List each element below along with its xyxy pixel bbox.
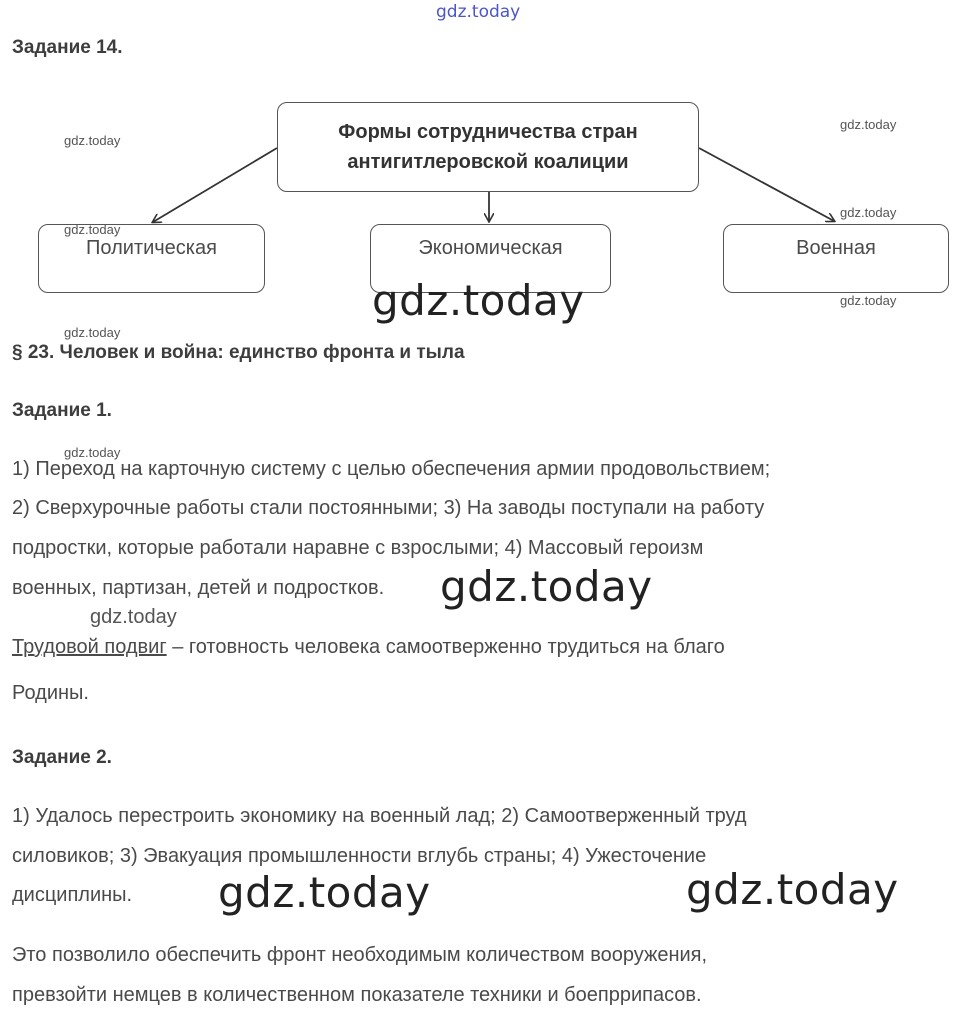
task1-line: 1) Переход на карточную систему с целью обеспечения армии продовольствием; bbox=[12, 458, 771, 480]
watermark-large: gdz.today bbox=[372, 276, 585, 325]
task1-definition-line2: Родины. bbox=[12, 682, 89, 704]
watermark-small: gdz.today bbox=[64, 445, 121, 460]
arrow-to-military bbox=[699, 148, 834, 221]
diagram-root-box bbox=[277, 102, 699, 192]
section-title: § 23. Человек и война: единство фронта и тыла bbox=[12, 342, 465, 363]
task1-definition bbox=[12, 636, 725, 659]
diagram-label-political: Политическая bbox=[86, 237, 217, 259]
watermark-large: gdz.today bbox=[440, 562, 653, 611]
arrow-to-political bbox=[153, 148, 277, 222]
diagram-box-military bbox=[723, 224, 949, 293]
task1-heading: Задание 1. bbox=[12, 400, 112, 421]
diagram-root-line2: антигитлеровской коалиции bbox=[347, 151, 629, 173]
term-labor-feat: Трудовой подвиг bbox=[12, 636, 167, 658]
watermark-small: gdz.today bbox=[90, 606, 177, 628]
task2-line: силовиков; 3) Эвакуация промышленности вглубь страны; 4) Ужесточение bbox=[12, 845, 707, 867]
watermark-small: gdz.today bbox=[840, 293, 897, 308]
watermark-small: gdz.today bbox=[64, 325, 121, 340]
task2-conclusion: превзойти немцев в количественном показателе техники и боепррипасов. bbox=[12, 984, 702, 1006]
watermark-large: gdz.today bbox=[218, 868, 431, 917]
watermark-large: gdz.today bbox=[686, 865, 899, 914]
task1-line: военных, партизан, детей и подростков. bbox=[12, 577, 385, 599]
watermark-top: gdz.today bbox=[436, 2, 521, 22]
task2-line: дисциплины. bbox=[12, 884, 133, 906]
diagram-label-military: Военная bbox=[796, 237, 876, 259]
diagram-label-economic: Экономическая bbox=[418, 237, 563, 259]
task2-conclusion: Это позволило обеспечить фронт необходимым количеством вооружения, bbox=[12, 944, 708, 966]
definition-text: – готовность человека самоотверженно трудиться на благо bbox=[166, 636, 725, 658]
task2-heading: Задание 2. bbox=[12, 747, 112, 768]
watermark-small: gdz.today bbox=[64, 222, 121, 237]
watermark-small: gdz.today bbox=[840, 117, 897, 132]
task2-line: 1) Удалось перестроить экономику на военный лад; 2) Самоотверженный труд bbox=[12, 805, 747, 827]
diagram-root-line1: Формы сотрудничества стран bbox=[338, 121, 638, 143]
task1-line: подростки, которые работали наравне с взрослыми; 4) Массовый героизм bbox=[12, 537, 704, 559]
watermark-small: gdz.today bbox=[840, 205, 897, 220]
task14-heading: Задание 14. bbox=[12, 37, 123, 58]
watermark-small: gdz.today bbox=[64, 133, 121, 148]
task1-line: 2) Сверхурочные работы стали постоянными; 3) На заводы поступали на работу bbox=[12, 497, 765, 519]
